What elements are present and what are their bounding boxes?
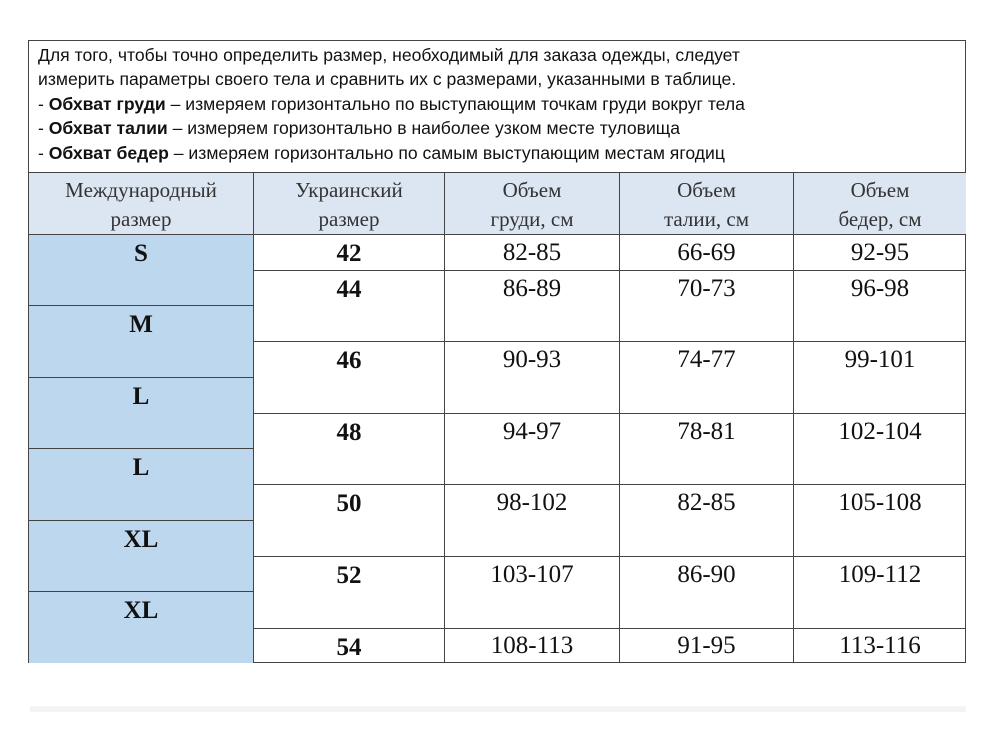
- chest-cell: 82-85: [502, 239, 562, 266]
- instruction-chest: - Обхват груди – измеряем горизонтально по выступающим точкам груди вокруг тела: [38, 93, 745, 114]
- ua-size-cell: 48: [336, 419, 362, 446]
- term-waist: Обхват талии: [48, 118, 168, 139]
- term-hips: Обхват бедер: [48, 142, 169, 163]
- grid-line: [253, 270, 966, 271]
- bottom-shadow: [30, 706, 966, 712]
- chest-cell: 86-89: [502, 275, 562, 302]
- intl-size-cell: XL: [29, 592, 253, 663]
- grid-line: [253, 341, 966, 342]
- hips-cell: 109-112: [838, 561, 922, 588]
- waist-cell: 74-77: [677, 346, 736, 373]
- hips-cell: 99-101: [844, 346, 916, 373]
- instruction-line-1: Для того, чтобы точно определить размер, необходимый для заказа одежды, следует: [38, 45, 740, 65]
- instruction-line-2: измерить параметры своего тела и сравнить их с размерами, указанными в таблице.: [38, 69, 737, 90]
- waist-cell: 91-95: [677, 632, 736, 659]
- instructions: [29, 41, 965, 173]
- chest-cell: 90-93: [502, 346, 562, 373]
- intl-size-cell: XL: [29, 521, 253, 592]
- instruction-hips: - Обхват бедер – измеряем горизонтально по самым выступающим местам ягодиц: [38, 142, 725, 163]
- header-international-size: Международный размер: [29, 173, 254, 234]
- chest-cell: 103-107: [490, 561, 574, 588]
- intl-size-cell: M: [29, 306, 253, 378]
- header-chest: Объем груди, см: [445, 173, 620, 234]
- grid-line: [253, 484, 966, 485]
- ua-size-cell: 54: [336, 634, 362, 661]
- grid-line: [253, 556, 966, 557]
- intl-size-cell: L: [29, 378, 253, 449]
- chest-cell: 94-97: [502, 418, 562, 445]
- ua-size-cell: 46: [336, 347, 362, 374]
- waist-cell: 66-69: [677, 239, 736, 266]
- header-ukrainian-size: Украинский размер: [254, 173, 445, 234]
- header-hips: Объем бедер, см: [794, 173, 966, 234]
- hips-cell: 102-104: [838, 418, 922, 445]
- hips-cell: 92-95: [850, 239, 910, 266]
- chest-cell: 108-113: [490, 632, 574, 659]
- ua-size-cell: 42: [336, 240, 362, 267]
- hips-cell: 113-116: [839, 632, 921, 659]
- hips-cell: 105-108: [838, 489, 922, 516]
- waist-cell: 70-73: [677, 275, 736, 302]
- chest-cell: 98-102: [496, 489, 568, 516]
- grid-line: [253, 413, 966, 414]
- waist-cell: 82-85: [677, 489, 736, 516]
- size-chart: [28, 40, 966, 663]
- intl-size-cell: L: [29, 449, 253, 521]
- instruction-waist: - Обхват талии – измеряем горизонтально в наиболее узком месте туловища: [38, 118, 681, 139]
- term-chest: Обхват груди: [48, 93, 166, 114]
- ua-size-cell: 50: [336, 490, 362, 517]
- intl-size-cell: S: [29, 235, 253, 306]
- header-waist: Объем талии, см: [620, 173, 794, 234]
- grid-line: [253, 628, 966, 629]
- ua-size-cell: 44: [336, 276, 362, 303]
- hips-cell: 96-98: [850, 275, 910, 302]
- waist-cell: 78-81: [677, 418, 736, 445]
- waist-cell: 86-90: [677, 561, 736, 588]
- ua-size-cell: 52: [336, 562, 362, 589]
